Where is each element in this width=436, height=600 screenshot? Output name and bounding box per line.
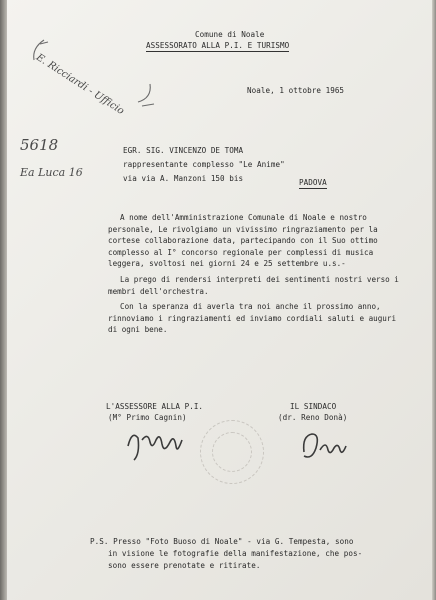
left-signature-scrawl [122,420,192,470]
right-signatory-title: IL SINDACO [290,402,337,411]
postscript-line: P.S. Presso "Foto Buoso di Noale" - via G. Tempesta, sono [90,537,354,546]
margin-handwritten-note: E. Ricciardi - Ufficio [34,52,126,117]
left-signatory-name: (M° Primo Cagnin) [108,413,187,422]
recipient-role: rappresentante complesso "Le Anime" [123,160,285,169]
recipient-city: PADOVA [299,178,327,187]
left-signatory-title: L'ASSESSORE ALLA P.I. [106,402,204,411]
letter-body [108,212,408,340]
postscript-line: sono essere prenotate e ritirate. [108,561,261,570]
page-right-edge [432,0,436,600]
recipient-name: EGR. SIG. VINCENZO DE TOMA [123,146,244,155]
body-paragraph: La prego di rendersi interpreti dei sentimenti nostri verso i membri dell'orchestra. [108,274,399,296]
recipient-address: via via A. Manzoni 150 bis [123,174,244,183]
letterhead-department: ASSESSORATO ALLA P.I. E TURISMO [146,41,290,50]
body-paragraph: Con la speranza di averla tra noi anche il prossimo anno, rinnoviamo i ringraziamenti ed inviamo cordiali saluti e auguri di ogni bene. [108,302,397,335]
postscript-line: in visione le fotografie della manifestazione, che pos- [108,549,363,558]
official-seal-inner [212,432,252,472]
subject-handwritten-note: Ea Luca 16 [20,166,83,179]
body-paragraph: A nome dell'Amministrazione Comunale di Noale e nostro personale, Le rivolgiamo un vivissimo ringraziamento per la cortese collaborazione data, partecipando con il Suo ottimo complesso al I° concorso regionale per complessi di musica leggera, svoltosi nei giorni 24 e 25 settembre u.s.- [108,213,378,269]
protocol-number: 5618 [20,136,59,154]
letter-date: Noale, 1 ottobre 1965 [247,86,345,95]
page-left-edge [0,0,7,600]
letterhead-municipality: Comune di Noale [195,30,265,39]
right-signature-scrawl [296,422,352,468]
right-signatory-name: (dr. Reno Donà) [278,413,348,422]
